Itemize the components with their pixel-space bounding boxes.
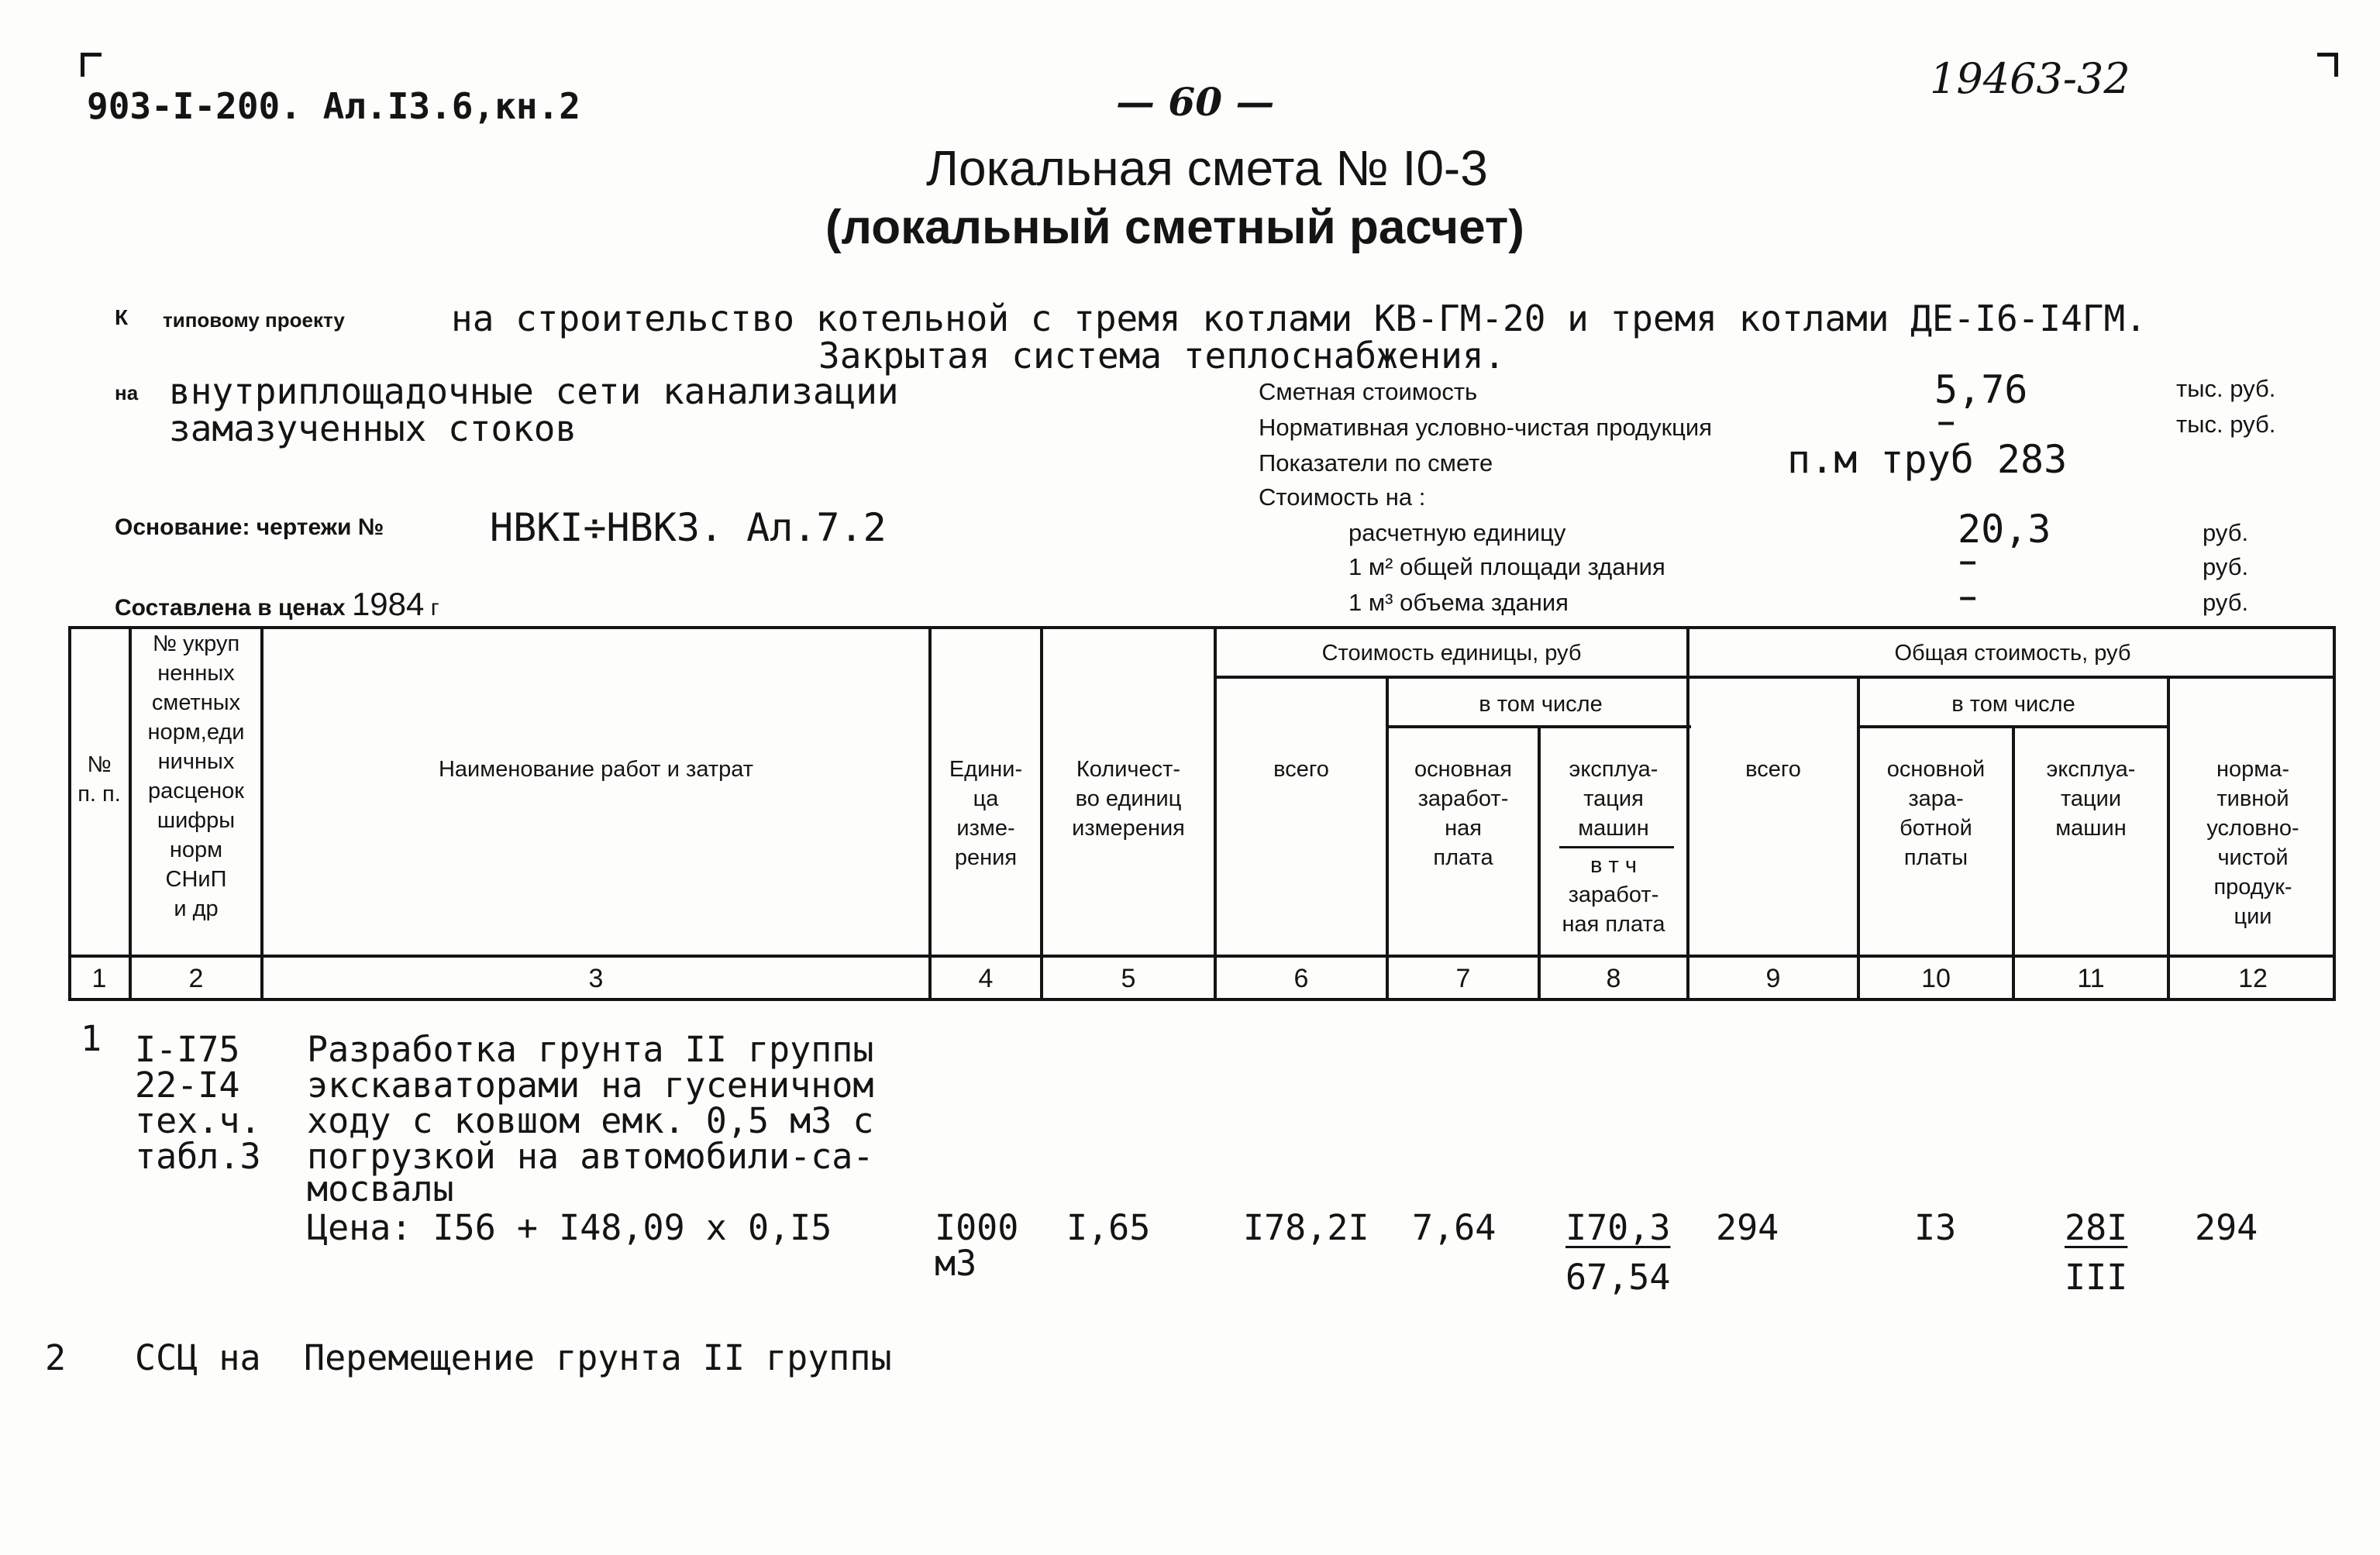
object-name-line2: замазученных стоков bbox=[169, 408, 577, 449]
row-number: 1 bbox=[81, 1018, 102, 1059]
project-description: на строительство котельной с тремя котлами КВ-ГМ-20 и тремя котлами ДЕ-I6-I4ГМ. bbox=[451, 298, 2147, 339]
area-cost-unit: руб. bbox=[2203, 553, 2249, 580]
header-quantity: Количест- во единиц измерения bbox=[1072, 757, 1185, 841]
estimated-cost-label: Сметная стоимость bbox=[1259, 378, 1478, 405]
prices-year: 1984 bbox=[351, 586, 425, 622]
row-total-machines: 28I bbox=[2065, 1207, 2128, 1248]
row-name-line: погрузкой на автомобили-са- bbox=[307, 1136, 874, 1177]
row-total: 294 bbox=[1716, 1207, 1779, 1248]
column-number: 1 bbox=[91, 964, 107, 993]
estimated-cost-unit: тыс. руб. bbox=[2176, 375, 2276, 402]
header-incl-total: в том числе bbox=[1951, 692, 2075, 717]
project-label-k: К bbox=[115, 305, 129, 329]
row-total-machine-wage: III bbox=[2065, 1257, 2128, 1298]
unit-cost-unit: руб. bbox=[2203, 519, 2249, 546]
grid-line bbox=[1214, 676, 2336, 679]
page-subtitle: (локальный сметный расчет) bbox=[825, 201, 1524, 254]
header-total-machines: эксплуа- тации машин bbox=[2046, 757, 2136, 841]
grid-line bbox=[68, 955, 2336, 958]
grid-line bbox=[1214, 626, 1217, 1001]
volume-cost-unit: руб. bbox=[2203, 589, 2249, 616]
indicators-label: Показатели по смете bbox=[1259, 449, 1493, 476]
header-unit-machines: эксплуа- тация машин bbox=[1569, 757, 1658, 841]
normative-product-value: – bbox=[1937, 404, 1955, 439]
column-number: 9 bbox=[1765, 964, 1781, 993]
header-normative: норма- тивной условно- чистой продук- ции bbox=[2206, 757, 2299, 929]
row-code-line: тех.ч. bbox=[135, 1100, 261, 1141]
grid-line bbox=[1386, 725, 1691, 728]
area-cost-value: – bbox=[1959, 544, 1977, 578]
row-unit-wage: 7,64 bbox=[1412, 1207, 1497, 1248]
row-name-line: Перемещение грунта II группы bbox=[304, 1337, 892, 1378]
header-total-cost: Общая стоимость, руб bbox=[1894, 641, 2131, 666]
header-unit-cost: Стоимость единицы, руб bbox=[1321, 641, 1582, 666]
row-code-line: ССЦ на bbox=[135, 1337, 261, 1378]
column-number: 6 bbox=[1293, 964, 1309, 993]
cost-per-label: Стоимость на : bbox=[1259, 483, 1426, 511]
grid-line bbox=[1857, 725, 2170, 728]
column-number: 7 bbox=[1455, 964, 1471, 993]
corner-mark-right bbox=[2317, 53, 2338, 77]
header-unit-machine-wage: в т ч заработ- ная плата bbox=[1562, 853, 1665, 937]
row-unit-machines: I70,3 bbox=[1565, 1207, 1671, 1248]
header-total-wage: основной зара- ботной платы bbox=[1886, 757, 1986, 870]
project-label: типовому проекту bbox=[163, 308, 345, 332]
header-unit-wage: основная заработ- ная плата bbox=[1414, 757, 1513, 870]
area-cost-label: 1 м² общей площади здания bbox=[1348, 553, 1665, 580]
header-num: № п. п. bbox=[77, 752, 121, 807]
header-work-name: Наименование работ и затрат bbox=[438, 757, 753, 782]
row-code-line: табл.3 bbox=[135, 1136, 261, 1177]
row-unit-machine-wage: 67,54 bbox=[1565, 1257, 1671, 1298]
volume-cost-value: – bbox=[1959, 580, 1977, 614]
row-name-line: экскаваторами на гусеничном bbox=[307, 1065, 874, 1106]
row-name-line: ходу с ковшом емк. 0,5 м3 с bbox=[307, 1100, 874, 1141]
header-code: № укруп ненных сметных норм,еди ничных расценок шифры норм СНиП и др bbox=[147, 631, 245, 921]
object-name-line1: внутриплощадочные сети канализации bbox=[169, 370, 899, 412]
document-reference: 903-I-200. Ал.I3.6,кн.2 bbox=[87, 85, 580, 127]
project-description-2: Закрытая система теплоснабжения. bbox=[818, 335, 1506, 377]
grid-line bbox=[1686, 626, 1689, 1001]
prices-label: Составлена в ценах 1984 г bbox=[115, 586, 439, 622]
column-number: 3 bbox=[588, 964, 604, 993]
header-incl-unit: в том числе bbox=[1479, 692, 1603, 717]
basis-value: НВКI÷НВК3. Ал.7.2 bbox=[490, 505, 887, 550]
column-number: 12 bbox=[2238, 964, 2268, 993]
unit-cost-value: 20,3 bbox=[1958, 507, 2051, 552]
row-name-line: мосвалы bbox=[307, 1168, 454, 1209]
basis-label: Основание: чертежи № bbox=[115, 514, 384, 540]
row-price-formula: Цена: I56 + I48,09 x 0,I5 bbox=[307, 1207, 832, 1248]
row-total-normative: 294 bbox=[2195, 1207, 2258, 1248]
corner-mark-left bbox=[81, 53, 102, 77]
normative-product-unit: тыс. руб. bbox=[2176, 411, 2276, 438]
column-number: 8 bbox=[1606, 964, 1621, 993]
estimated-cost-value: 5,76 bbox=[1934, 367, 2028, 412]
column-number: 11 bbox=[2077, 964, 2105, 993]
header-unit-all: всего bbox=[1273, 757, 1329, 782]
grid-line bbox=[1559, 846, 1674, 848]
row-name-line: Разработка грунта II группы bbox=[307, 1029, 874, 1070]
column-number: 5 bbox=[1121, 964, 1136, 993]
sheet-code: 19463-32 bbox=[1930, 54, 2130, 103]
page-title: Локальная смета № I0-3 bbox=[926, 140, 1488, 196]
row-number: 2 bbox=[45, 1337, 67, 1378]
volume-cost-label: 1 м³ объема здания bbox=[1348, 589, 1569, 616]
indicators-value: п.м труб 283 bbox=[1787, 437, 2068, 482]
header-total-all: всего bbox=[1745, 757, 1801, 782]
row-unit: I000 bbox=[935, 1207, 1019, 1248]
header-unit: Едини- ца изме- рения bbox=[949, 757, 1023, 870]
column-number: 10 bbox=[1921, 964, 1951, 993]
row-unit-total: I78,2I bbox=[1243, 1207, 1369, 1248]
row-code-line: I-I75 bbox=[135, 1029, 240, 1070]
row-unit: м3 bbox=[935, 1243, 977, 1284]
page-number: — 60 — bbox=[1116, 79, 1275, 125]
object-label: на bbox=[115, 381, 139, 404]
normative-product-label: Нормативная условно-чистая продукция bbox=[1259, 414, 1713, 441]
row-total-wage: I3 bbox=[1914, 1207, 1957, 1248]
row-code-line: 22-I4 bbox=[135, 1065, 240, 1106]
column-number: 2 bbox=[188, 964, 204, 993]
grid-line bbox=[260, 626, 263, 1001]
column-number: 4 bbox=[978, 964, 994, 993]
row-quantity: I,65 bbox=[1066, 1207, 1151, 1248]
unit-cost-label: расчетную единицу bbox=[1348, 519, 1566, 546]
